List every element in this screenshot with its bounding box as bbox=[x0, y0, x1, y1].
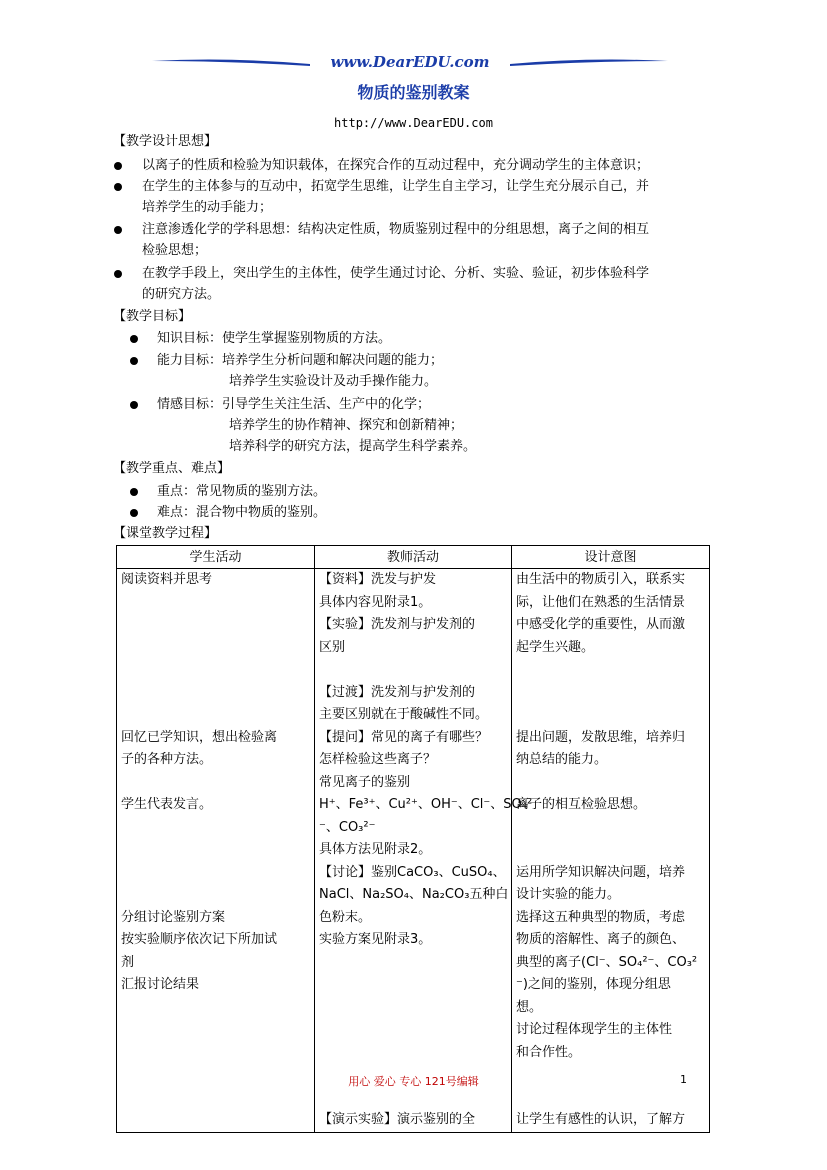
teacher-line: 怎样检验这些离子？ bbox=[319, 752, 437, 767]
teacher-line: 【讨论】鉴别CaCO₃、CuSO₄、 bbox=[319, 864, 506, 880]
goal-item: 培养学生实验设计及动手操作能力。 bbox=[229, 374, 438, 389]
teacher-line bbox=[319, 659, 507, 682]
student-line: 阅读资料并思考 bbox=[121, 572, 213, 587]
teacher-line: 实验方案见附录3。 bbox=[319, 932, 432, 947]
table-row bbox=[117, 569, 710, 1133]
section-heading-process: 【课堂教学过程】 bbox=[113, 526, 218, 541]
student-line bbox=[121, 614, 310, 637]
header-student-activity: 学生活动 bbox=[117, 546, 315, 569]
design-item: 培养学生的动手能力； bbox=[142, 200, 273, 215]
student-line: 汇报讨论结果 bbox=[121, 977, 200, 992]
teacher-line bbox=[319, 952, 507, 975]
section-heading-design: 【教学设计思想】 bbox=[113, 134, 218, 149]
intent-line bbox=[516, 772, 705, 795]
teacher-line: 区别 bbox=[319, 639, 346, 655]
intent-line: 讨论过程体现学生的主体性 bbox=[516, 1022, 673, 1037]
student-line bbox=[121, 592, 310, 615]
student-line bbox=[121, 682, 310, 705]
goal-item: 能力目标：培养学生分析问题和解决问题的能力； bbox=[157, 353, 444, 368]
bullet-icon bbox=[114, 226, 122, 234]
header-teacher-activity: 教师活动 bbox=[315, 546, 512, 569]
section-heading-keys: 【教学重点、难点】 bbox=[113, 461, 231, 476]
footer-note: 用心 爱心 专心 121号编辑 bbox=[348, 1075, 479, 1088]
document-url: http://www.DearEDU.com bbox=[334, 116, 493, 130]
bullet-icon bbox=[114, 270, 122, 278]
student-line: 子的各种方法。 bbox=[121, 752, 213, 767]
goal-item: 知识目标：使学生掌握鉴别物质的方法。 bbox=[157, 331, 392, 346]
document-title: 物质的鉴别教案 bbox=[357, 83, 470, 102]
student-activity-cell bbox=[117, 569, 315, 1133]
teacher-line: 【资料】洗发与护发 bbox=[319, 572, 437, 587]
student-line: 按实验顺序依次记下所加试 bbox=[121, 932, 278, 947]
student-line: 剂 bbox=[121, 954, 135, 970]
intent-line: 中感受化学的重要性，从而激 bbox=[516, 617, 686, 632]
bullet-icon bbox=[114, 183, 122, 191]
teacher-line: 具体方法见附录2。 bbox=[319, 842, 432, 857]
key-item: 难点：混合物中物质的鉴别。 bbox=[157, 505, 327, 520]
teacher-line: 【演示实验】演示鉴别的全 bbox=[319, 1112, 476, 1127]
design-item: 以离子的性质和检验为知识载体，在探究合作的互动过程中，充分调动学生的主体意识； bbox=[142, 158, 650, 173]
intent-line bbox=[516, 839, 705, 862]
goal-item: 培养科学的研究方法，提高学生科学素养。 bbox=[229, 439, 477, 454]
bullet-icon bbox=[114, 162, 122, 170]
student-line: 回忆已学知识，想出检验离 bbox=[121, 729, 278, 745]
process-table bbox=[116, 545, 710, 1133]
bullet-icon bbox=[130, 488, 138, 496]
design-item: 在学生的主体参与的互动中，拓宽学生思维，让学生自主学习，让学生充分展示自己，并 bbox=[142, 179, 650, 194]
teacher-line bbox=[319, 974, 507, 997]
student-line bbox=[121, 862, 310, 885]
teacher-line: 具体内容见附录1。 bbox=[319, 594, 432, 610]
teacher-line: H⁺、Fe³⁺、Cu²⁺、OH⁻、Cl⁻、SO₄² bbox=[319, 797, 533, 812]
student-line: 学生代表发言。 bbox=[121, 797, 213, 812]
table-header-row bbox=[117, 546, 710, 569]
intent-line bbox=[516, 817, 705, 840]
student-line bbox=[121, 659, 310, 682]
intent-line: 运用所学知识解决问题，培养 bbox=[516, 864, 686, 880]
teacher-line: NaCl、Na₂SO₄、Na₂CO₃五种白 bbox=[319, 887, 509, 902]
intent-line: 提出问题，发散思维，培养归 bbox=[516, 729, 686, 745]
teacher-activity-cell bbox=[315, 569, 533, 1133]
student-line bbox=[121, 772, 310, 795]
key-item: 重点：常见物质的鉴别方法。 bbox=[157, 484, 327, 499]
goal-item: 培养学生的协作精神、探究和创新精神； bbox=[229, 418, 464, 433]
teacher-line: 色粉末。 bbox=[319, 909, 372, 925]
intent-line: 际，让他们在熟悉的生活情景 bbox=[516, 594, 686, 610]
teacher-line bbox=[319, 1042, 507, 1065]
student-line bbox=[121, 704, 310, 727]
intent-line bbox=[516, 1087, 705, 1110]
site-banner bbox=[150, 52, 670, 72]
student-line bbox=[121, 884, 310, 907]
intent-line: ⁻)之间的鉴别，体现分组思 bbox=[516, 977, 671, 992]
design-item: 的研究方法。 bbox=[142, 287, 221, 302]
student-line bbox=[121, 817, 310, 840]
intent-line: 起学生兴趣。 bbox=[516, 639, 595, 655]
section-heading-goals: 【教学目标】 bbox=[113, 309, 192, 324]
teacher-line: 【提问】常见的离子有哪些？ bbox=[319, 729, 489, 745]
teacher-line: 常见离子的鉴别 bbox=[319, 774, 411, 790]
intent-line bbox=[516, 704, 705, 727]
intent-line bbox=[516, 659, 705, 682]
intent-line: 纳总结的能力。 bbox=[516, 752, 608, 767]
bullet-icon bbox=[130, 509, 138, 517]
intent-line: 由生活中的物质引入，联系实 bbox=[516, 572, 686, 587]
student-line bbox=[121, 637, 310, 660]
banner-text: www.DearEDU.com bbox=[330, 53, 490, 71]
teacher-line: ⁻、CO₃²⁻ bbox=[319, 819, 376, 835]
goal-item: 情感目标：引导学生关注生活、生产中的化学； bbox=[157, 397, 431, 412]
student-line: 分组讨论鉴别方案 bbox=[121, 909, 226, 925]
bullet-icon bbox=[130, 401, 138, 409]
student-line bbox=[121, 839, 310, 862]
intent-line bbox=[516, 682, 705, 705]
intent-line: 想。 bbox=[516, 999, 543, 1015]
design-item: 检验思想； bbox=[142, 243, 208, 258]
page-number: 1 bbox=[680, 1073, 687, 1086]
intent-line: 设计实验的能力。 bbox=[516, 887, 621, 902]
teacher-line: 【过渡】洗发剂与护发剂的 bbox=[319, 684, 476, 700]
intent-line: 选择这五种典型的物质，考虑 bbox=[516, 909, 686, 925]
intent-line: 让学生有感性的认识，了解方 bbox=[516, 1112, 686, 1127]
design-item: 在教学手段上，突出学生的主体性，使学生通过讨论、分析、实验、验证，初步体验科学 bbox=[142, 266, 650, 281]
teacher-line bbox=[319, 1019, 507, 1042]
design-item: 注意渗透化学的学科思想：结构决定性质，物质鉴别过程中的分组思想，离子之间的相互 bbox=[142, 222, 650, 237]
header-design-intent: 设计意图 bbox=[512, 546, 710, 569]
intent-line: 离子的相互检验思想。 bbox=[516, 797, 647, 812]
intent-line: 物质的溶解性、离子的颜色、 bbox=[516, 932, 686, 947]
design-intent-cell bbox=[512, 569, 710, 1133]
teacher-line: 【实验】洗发剂与护发剂的 bbox=[319, 617, 476, 632]
intent-line: 和合作性。 bbox=[516, 1044, 582, 1060]
intent-line: 典型的离子(Cl⁻、SO₄²⁻、CO₃² bbox=[516, 954, 698, 970]
teacher-line: 主要区别就在于酸碱性不同。 bbox=[319, 707, 489, 722]
bullet-icon bbox=[130, 357, 138, 365]
teacher-line bbox=[319, 997, 507, 1020]
bullet-icon bbox=[130, 335, 138, 343]
teacher-line bbox=[319, 1087, 507, 1110]
